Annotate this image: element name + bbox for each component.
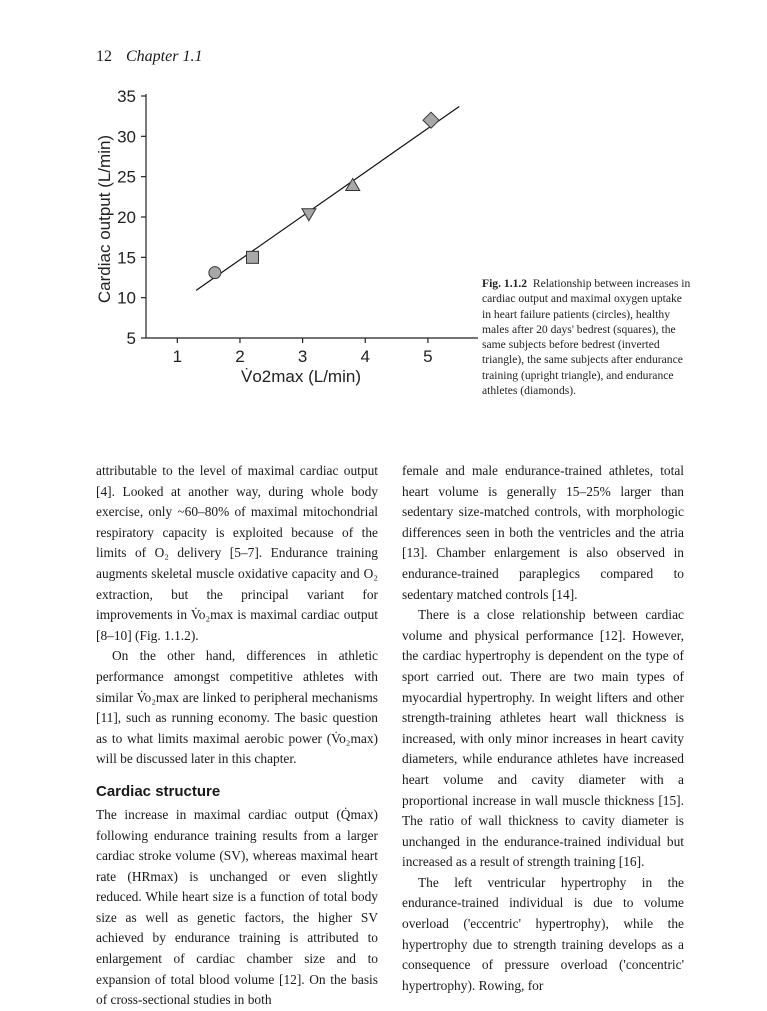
data-point-square — [246, 251, 258, 263]
caption-label: Fig. 1.1.2 — [482, 277, 528, 290]
caption-text: Relationship between increases in cardiac output and maximal oxygen uptake in heart failure patients (circles), healthy males after 20 days' bedrest (squares), the same subjects before bedrest (inverted triangle), the same subjects after endurance training (upright triangle), and endurance athletes (diamonds). — [482, 277, 691, 398]
x-tick-label: 4 — [360, 347, 370, 366]
chapter-title: Chapter 1.1 — [126, 48, 203, 65]
right-paragraph-2: There is a close relationship between cardiac volume and physical performance [12]. However, the cardiac hypertrophy is dependent on the type of sport carried out. There are two main types of myocardial hypertrophy. In weight lifters and other strength-training athletes heart wall thickness is increased, with only minor increases in heart cavity diameters, while endurance athletes have increased heart volume and cavity diameter with a proportional increase in wall muscle thickness [15]. The ratio of wall thickness to cavity diameter is unchanged in the endurance-trained individual but increased as a result of strength training [16]. — [402, 607, 684, 870]
section-heading: Cardiac structure — [96, 782, 221, 800]
left-paragraph-1: attributable to the level of maximal cardiac output [4]. Looked at another way, during whole body exercise, only ~60–80% of maximal mitochondrial respiratory capacity is exploited because of the limits of O₂ delivery [5–7]. Endurance training augments skeletal muscle oxidative capacity and O₂ extraction, but the principal variant for improvements in V̇o₂max is maximal cardiac output [8–10] (Fig. 1.1.2). — [96, 463, 378, 643]
y-tick-label: 15 — [117, 248, 136, 268]
x-tick-label: 1 — [172, 347, 183, 366]
x-axis-label: V̇o2max (L/min) — [241, 367, 361, 386]
y-tick-label: 35 — [117, 87, 136, 106]
x-tick-label: 3 — [297, 347, 308, 366]
y-tick-label: 30 — [117, 127, 136, 147]
y-tick-label: 25 — [117, 167, 136, 187]
figure-caption — [482, 276, 692, 398]
data-point-diamond — [423, 112, 439, 128]
y-axis-label: Cardiac output (L/min) — [95, 134, 114, 304]
data-point-circle — [209, 267, 221, 279]
page-number: 12 — [96, 48, 112, 65]
y-tick-label: 20 — [117, 208, 136, 227]
x-tick-label: 2 — [235, 347, 245, 366]
regression-line-group — [196, 106, 459, 290]
right-column — [402, 461, 684, 996]
chart-ticks — [117, 87, 433, 366]
regression-line — [196, 106, 459, 290]
left-paragraph-2: On the other hand, differences in athletic performance amongst competitive athletes with similar V̇o₂max are linked to peripheral mechanisms [11], such as running economy. The basic question as to what limits maximal aerobic power (V̇o₂max) will be discussed later in this chapter. — [96, 648, 378, 767]
y-tick-label: 10 — [117, 288, 136, 308]
chart-points — [209, 112, 439, 278]
right-paragraph-1: female and male endurance-trained athletes, total heart volume is generally 15–25% larger than sedentary size-matched controls, with morphologic differences seen in both the ventricles and the atria [13]. Chamber enlargement is also observed in endurance-trained paraplegics compared to sedentary matched controls [14]. — [402, 463, 684, 602]
left-column — [96, 461, 378, 1011]
left-paragraph-3: The increase in maximal cardiac output (Q̇max) following endurance training results from a larger cardiac stroke volume (SV), whereas maximal heart rate (HRmax) is unchanged or even slightly reduced. While heart size is a function of total body size as well as genetic factors, the higher SV achieved by endurance training is attributed to enlargement of cardiac chamber size and to expansion of total blood volume [12]. On the basis of cross-sectional studies in both — [96, 806, 378, 1008]
x-tick-label: 5 — [423, 347, 433, 366]
right-paragraph-3: The left ventricular hypertrophy in the endurance-trained individual is due to volume overload ('eccentric' hypertrophy), while the hypertrophy due to strength training develops as a consequence of pressure overload ('concentric' hypertrophy). Rowing, for — [402, 874, 684, 993]
y-tick-label: 5 — [126, 329, 136, 348]
